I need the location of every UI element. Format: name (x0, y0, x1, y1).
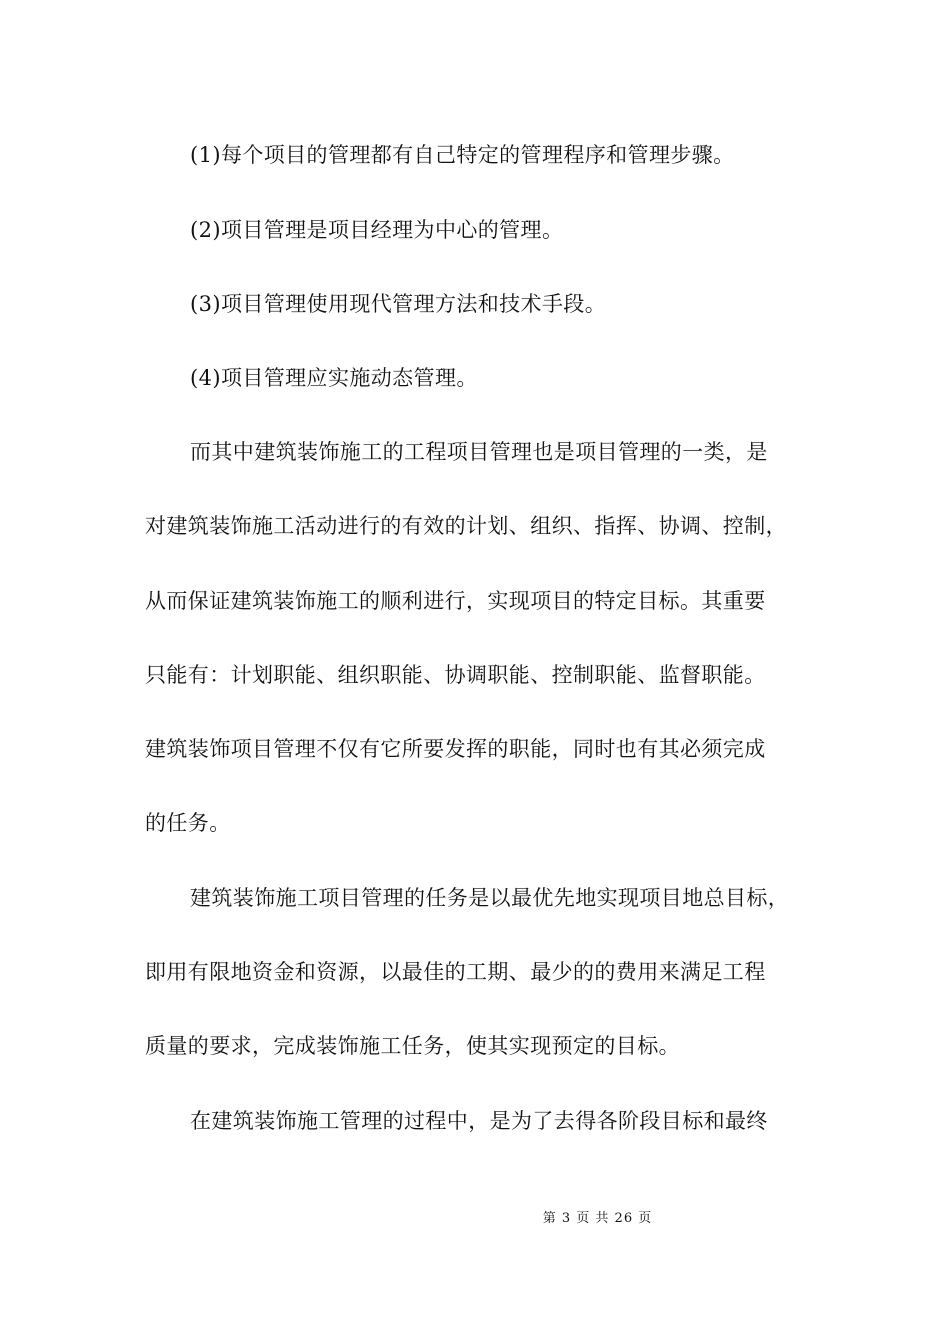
paragraph-2-line-3: 质量的要求，完成装饰施工任务，使其实现预定的目标。 (145, 1034, 680, 1058)
paragraph-1-line-6: 的任务。 (145, 811, 231, 835)
paragraph-2-line-1: 建筑装饰施工项目管理的任务是以最优先地实现项目地总目标， (190, 886, 790, 910)
paragraph-3-line-1: 在建筑装饰施工管理的过程中，是为了去得各阶段目标和最终 (190, 1109, 768, 1133)
paragraph-2-line-2: 即用有限地资金和资源，以最佳的工期、最少的的费用来满足工程 (145, 960, 766, 984)
paragraph-1-line-4: 只能有：计划职能、组织职能、协调职能、控制职能、监督职能。 (145, 663, 766, 687)
list-item-2: (2)项目管理是项目经理为中心的管理。 (190, 218, 564, 242)
list-item-3: (3)项目管理使用现代管理方法和技术手段。 (190, 292, 607, 316)
list-item-1: (1)每个项目的管理都有自己特定的管理程序和管理步骤。 (190, 143, 735, 167)
paragraph-1-line-5: 建筑装饰项目管理不仅有它所要发挥的职能，同时也有其必须完成 (145, 737, 766, 761)
page-footer: 第 3 页 共 26 页 (542, 1211, 653, 1226)
paragraph-1-line-2: 对建筑装饰施工活动进行的有效的计划、组织、指挥、协调、控制， (145, 514, 787, 538)
paragraph-1-line-1: 而其中建筑装饰施工的工程项目管理也是项目管理的一类，是 (190, 440, 768, 464)
paragraph-1-line-3: 从而保证建筑装饰施工的顺利进行，实现项目的特定目标。其重要 (145, 589, 766, 613)
list-item-4: (4)项目管理应实施动态管理。 (190, 366, 478, 390)
